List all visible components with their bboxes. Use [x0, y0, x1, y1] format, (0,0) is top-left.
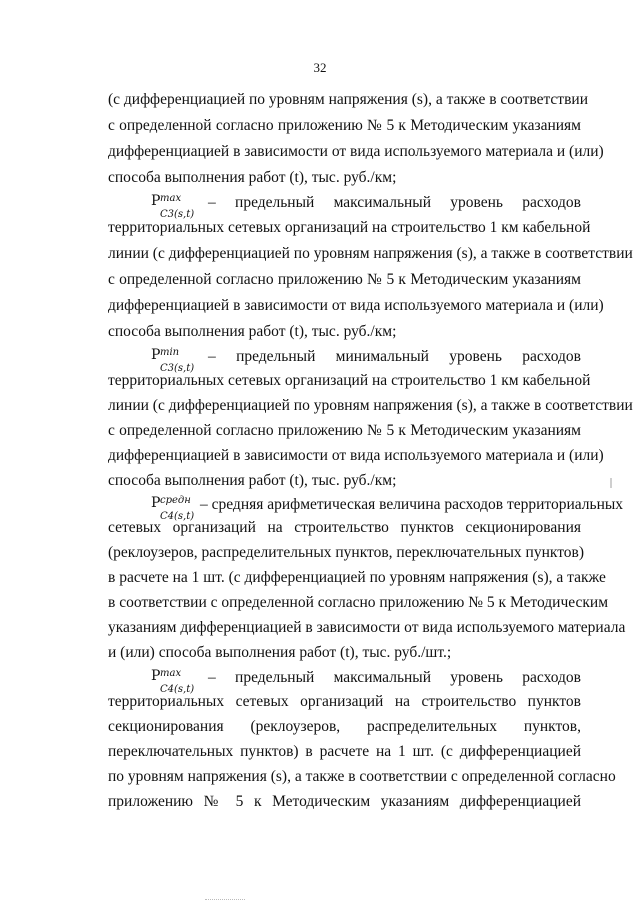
page-number: 32 — [313, 60, 327, 75]
text-line: территориальных сетевых организаций на строительство 1 км кабельной — [108, 372, 591, 389]
definition-term — [108, 665, 581, 695]
symbol-subscript: C3(s,t) — [160, 209, 195, 220]
definition-text: – предельный максимальный уровень расходов — [208, 669, 581, 686]
definition-term — [108, 344, 581, 374]
text-line: способа выполнения работ (t), тыс. руб./км; — [108, 472, 397, 489]
definition-term — [108, 190, 581, 220]
symbol-base: P — [151, 347, 161, 363]
text-line: (с дифференциацией по уровням напряжения (s), а также в соответствии — [108, 91, 588, 108]
symbol-superscript: min — [160, 347, 180, 358]
symbol-subscript: C3(s,t) — [160, 363, 195, 374]
text-line: с определенной согласно приложению № 5 к Методическим указаниям — [108, 422, 581, 439]
text-line: с определенной согласно приложению № 5 к Методическим указаниям — [108, 117, 581, 134]
text-line: с определенной согласно приложению № 5 к Методическим указаниям — [108, 271, 581, 288]
text-line: и (или) способа выполнения работ (t), тыс. руб./шт.; — [108, 644, 452, 661]
symbol-superscript: средн — [160, 495, 191, 506]
text-line: дифференциацией в зависимости от вида используемого материала и (или) — [108, 297, 604, 314]
symbol-subscript: C4(s,t) — [160, 511, 195, 522]
definition-term — [108, 492, 624, 522]
text-line: способа выполнения работ (t), тыс. руб./км; — [108, 323, 397, 340]
symbol-base: P — [151, 193, 161, 209]
formula-symbol — [151, 188, 195, 220]
text-line: приложению № 5 к Методическим указаниям дифференциацией — [108, 793, 581, 810]
text-line: сетевых организаций на строительство пунктов секционирования — [108, 519, 581, 536]
symbol-subscript: C4(s,t) — [160, 684, 195, 695]
text-line: в расчете на 1 шт. (с дифференциацией по уровням напряжения (s), а также — [108, 569, 606, 586]
formula-symbol — [151, 342, 195, 374]
text-line: территориальных сетевых организаций на строительство 1 км кабельной — [108, 219, 591, 236]
symbol-superscript: max — [160, 193, 182, 204]
text-line: секционирования (реклоузеров, распределительных пунктов, — [108, 718, 581, 735]
text-line: линии (с дифференциацией по уровням напряжения (s), а также в соответствии — [108, 397, 633, 414]
text-line: (реклоузеров, распределительных пунктов, переключательных пунктов) — [108, 544, 584, 561]
text-line: переключательных пунктов) в расчете на 1 шт. (с дифференциацией — [108, 743, 581, 760]
scan-artifact — [610, 478, 612, 488]
text-line: указаниям дифференциацией в зависимости от вида используемого материала — [108, 619, 626, 636]
scan-artifact — [205, 899, 245, 901]
text-line: дифференциацией в зависимости от вида используемого материала и (или) — [108, 143, 604, 160]
text-line: дифференциацией в зависимости от вида используемого материала и (или) — [108, 447, 604, 464]
formula-symbol — [151, 490, 195, 522]
formula-symbol — [151, 663, 195, 695]
symbol-superscript: max — [160, 668, 182, 679]
definition-text: – предельный минимальный уровень расходов — [208, 348, 581, 365]
text-line: территориальных сетевых организаций на строительство пунктов — [108, 693, 581, 710]
symbol-base: P — [151, 495, 161, 511]
text-line: в соответствии с определенной согласно приложению № 5 к Методическим — [108, 594, 609, 611]
text-line: способа выполнения работ (t), тыс. руб./км; — [108, 169, 397, 186]
definition-text: – предельный максимальный уровень расходов — [208, 194, 581, 211]
text-line: по уровням напряжения (s), а также в соответствии с определенной согласно — [108, 768, 616, 785]
definition-text: – средняя арифметическая величина расходов территориальных — [200, 496, 624, 513]
symbol-base: P — [151, 668, 161, 684]
text-line: линии (с дифференциацией по уровням напряжения (s), а также в соответствии — [108, 245, 633, 262]
